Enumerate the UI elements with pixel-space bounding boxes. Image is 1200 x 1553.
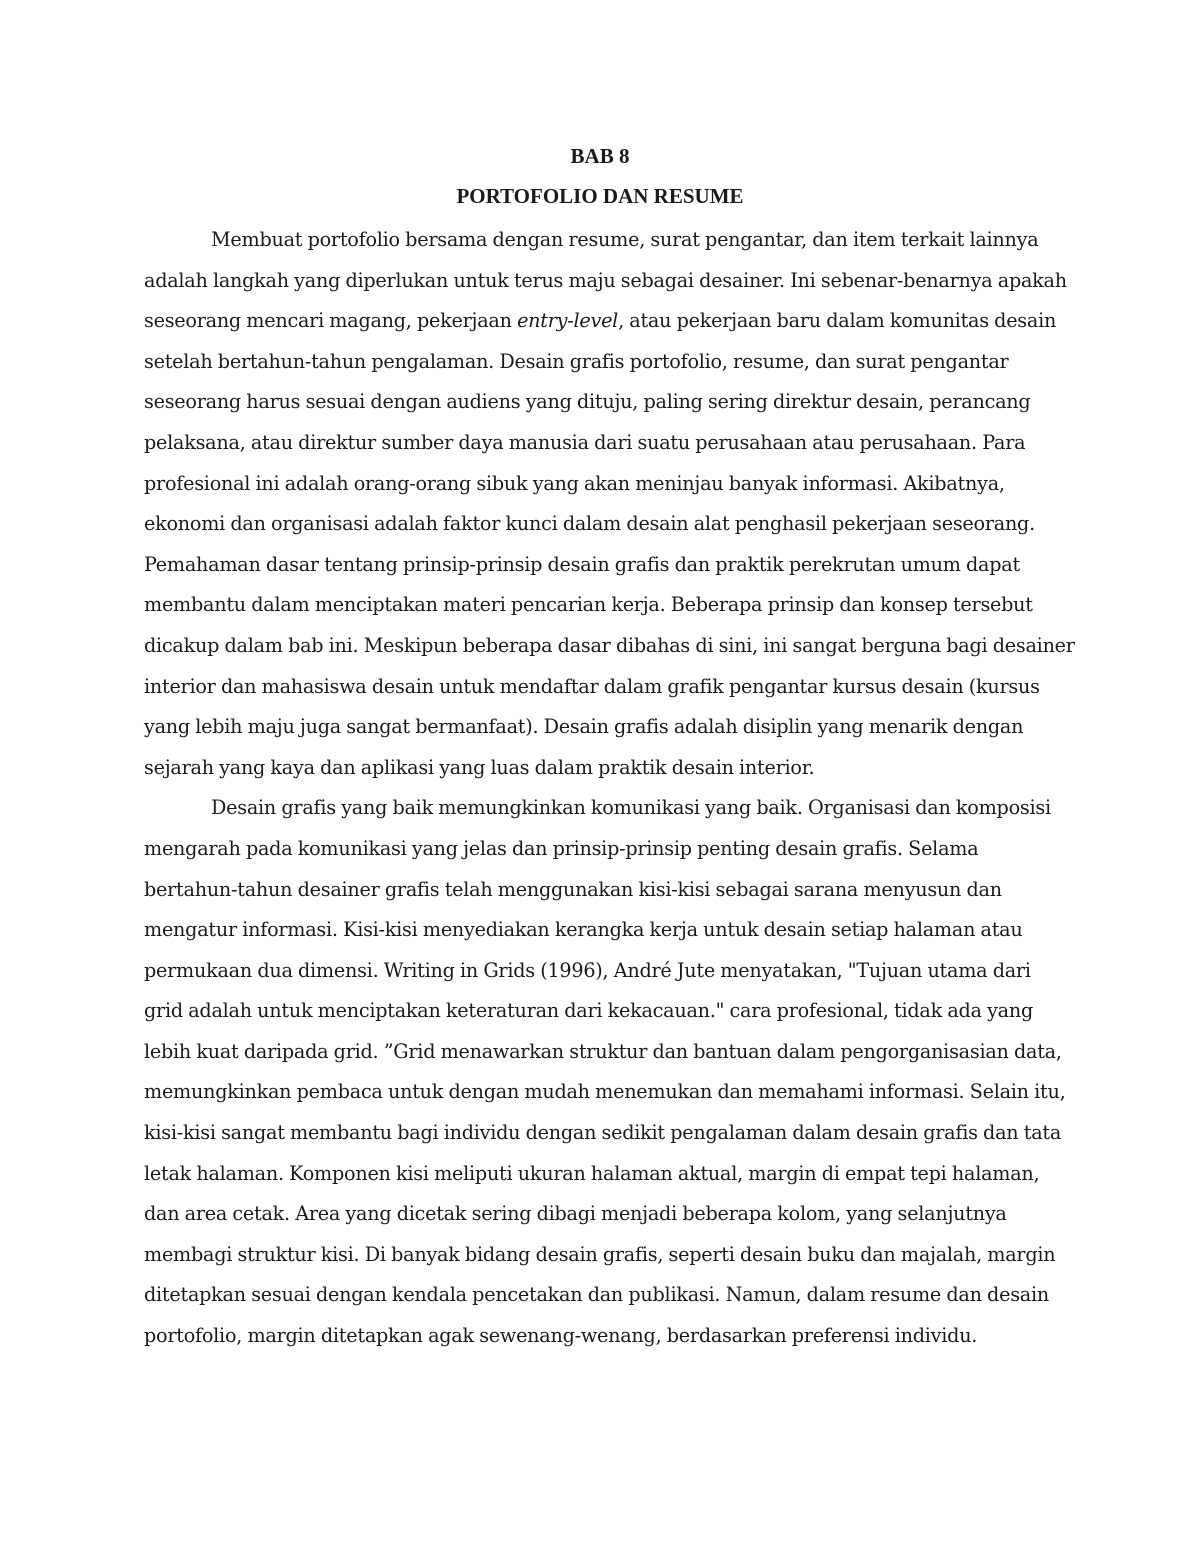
body-text [144, 220, 1075, 1357]
text-line: ekonomi dan organisasi adalah faktor kunci dalam desain alat penghasil pekerjaan seseorang. [144, 512, 1035, 536]
text-line: yang lebih maju juga sangat bermanfaat). Desain grafis adalah disiplin yang menarik dengan [144, 715, 1024, 739]
text-line: memungkinkan pembaca untuk dengan mudah menemukan dan memahami informasi. Selain itu, [144, 1080, 1066, 1104]
text-line: permukaan dua dimensi. Writing in Grids (1996), André Jute menyatakan, "Tujuan utama dari [144, 958, 1031, 982]
chapter-number: BAB 8 [570, 144, 630, 168]
text-line: sejarah yang kaya dan aplikasi yang luas dalam praktik desain interior. [144, 755, 815, 779]
text-line: membagi struktur kisi. Di banyak bidang desain grafis, seperti desain buku dan majalah, margin [144, 1242, 1056, 1266]
text-segment: , atau pekerjaan baru dalam komunitas desain [618, 309, 1057, 333]
text-line: dicakup dalam bab ini. Meskipun beberapa dasar dibahas di sini, ini sangat berguna bagi desainer [144, 633, 1075, 657]
text-line: membantu dalam menciptakan materi pencarian kerja. Beberapa prinsip dan konsep tersebut [144, 593, 1033, 617]
text-segment: seseorang mencari magang, pekerjaan [144, 309, 518, 333]
paragraph-2 [144, 788, 1066, 1356]
text-line: kisi-kisi sangat membantu bagi individu dengan sedikit pengalaman dalam desain grafis dan tata [144, 1121, 1062, 1145]
text-line: Membuat portofolio bersama dengan resume, surat pengantar, dan item terkait lainnya [211, 228, 1039, 251]
text-line: bertahun-tahun desainer grafis telah menggunakan kisi-kisi sebagai sarana menyusun dan [144, 877, 1002, 901]
text-line: Pemahaman dasar tentang prinsip-prinsip desain grafis dan praktik perekrutan umum dapat [144, 552, 1020, 576]
text-line: interior dan mahasiswa desain untuk mendaftar dalam grafik pengantar kursus desain (kursus [144, 674, 1040, 698]
text-line: mengatur informasi. Kisi-kisi menyediakan kerangka kerja untuk desain setiap halaman atau [144, 918, 1023, 942]
text-line: Desain grafis yang baik memungkinkan komunikasi yang baik. Organisasi dan komposisi [211, 796, 1051, 820]
text-line: letak halaman. Komponen kisi meliputi ukuran halaman aktual, margin di empat tepi halaman, [144, 1161, 1040, 1185]
text-line: grid adalah untuk menciptakan keteraturan dari kekacauan." cara profesional, tidak ada yang [144, 999, 1034, 1023]
text-line: mengarah pada komunikasi yang jelas dan prinsip-prinsip penting desain grafis. Selama [144, 836, 979, 860]
text-line: lebih kuat daripada grid. ”Grid menawarkan struktur dan bantuan dalam pengorganisasian data, [144, 1039, 1062, 1063]
text-line: portofolio, margin ditetapkan agak sewenang-wenang, berdasarkan preferensi individu. [144, 1324, 978, 1348]
text-line: adalah langkah yang diperlukan untuk terus maju sebagai desainer. Ini sebenar-benarnya apakah [144, 268, 1067, 292]
emphasized-term: entry-level [517, 309, 619, 333]
text-line: pelaksana, atau direktur sumber daya manusia dari suatu perusahaan atau perusahaan. Para [144, 430, 1026, 454]
text-line: setelah bertahun-tahun pengalaman. Desain grafis portofolio, resume, dan surat pengantar [144, 349, 1009, 373]
text-line: ditetapkan sesuai dengan kendala pencetakan dan publikasi. Namun, dalam resume dan desain [144, 1283, 1049, 1307]
text-line: dan area cetak. Area yang dicetak sering dibagi menjadi beberapa kolom, yang selanjutnya [144, 1202, 1007, 1226]
text-line: seseorang harus sesuai dengan audiens yang dituju, paling sering direktur desain, perancang [144, 390, 1031, 414]
chapter-title: PORTOFOLIO DAN RESUME [456, 184, 744, 208]
text-line: profesional ini adalah orang-orang sibuk yang akan meninjau banyak informasi. Akibatnya, [144, 471, 1005, 495]
paragraph-1 [144, 220, 1075, 788]
text-line [144, 301, 1056, 342]
